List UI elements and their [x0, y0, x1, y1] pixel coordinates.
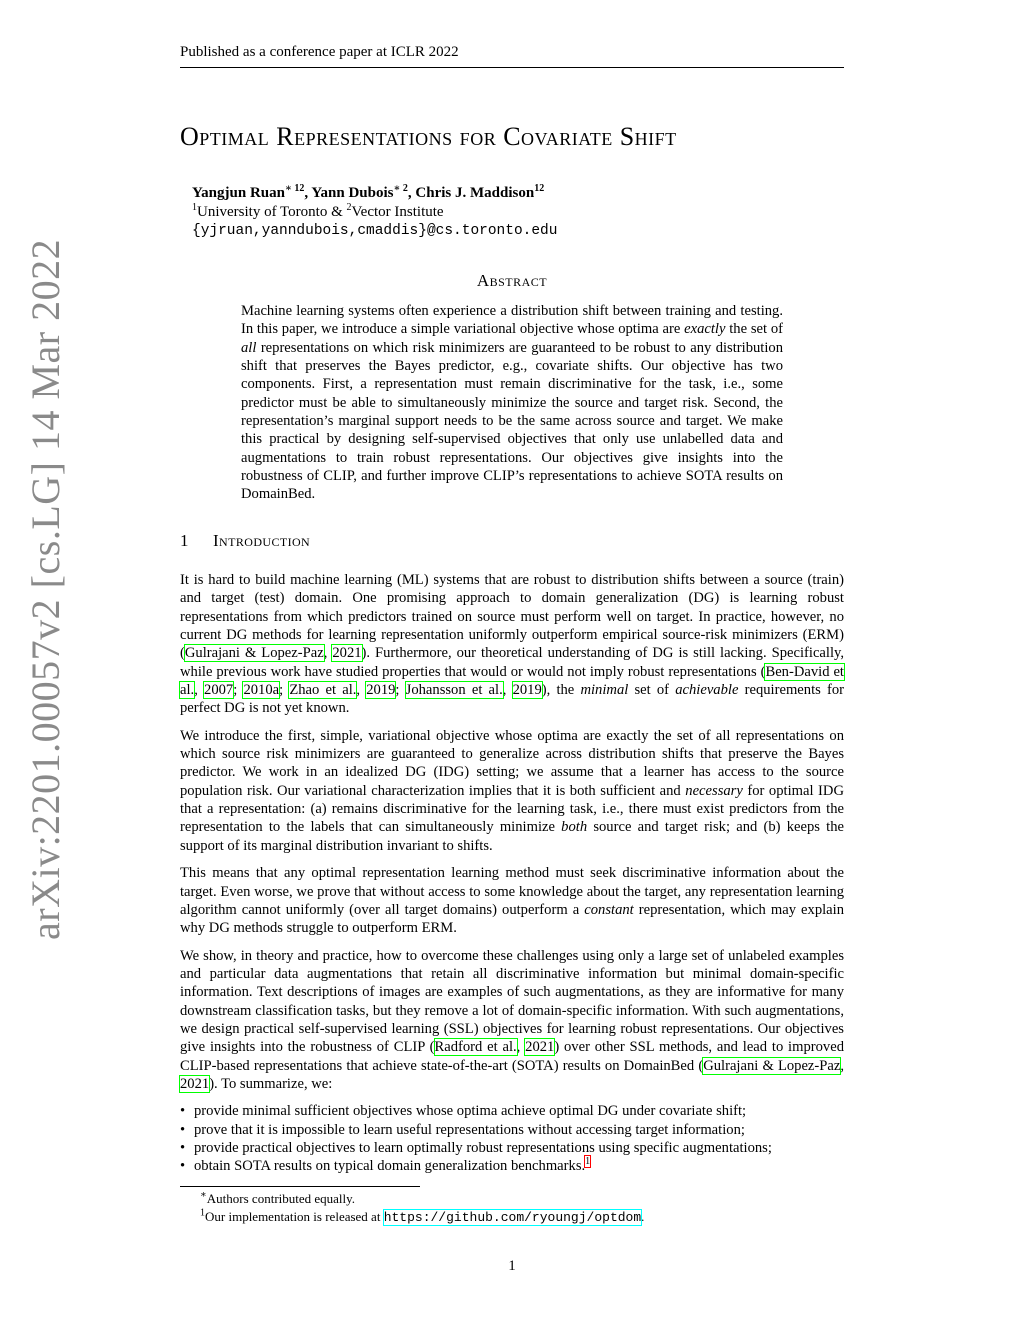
contribution-list — [180, 1102, 844, 1175]
citation-link[interactable]: 2010a — [243, 682, 280, 699]
citation-link[interactable]: 2021 — [332, 645, 362, 662]
citation-link[interactable]: 2021 — [180, 1075, 210, 1092]
paragraph-1: It is hard to build machine learning (ML) systems that are robust to distribution shifts between a source (train) and target (test) domain. One promising approach to domain generalization (DG) is learning robust representations from which predictors trained on source must perform well on target. In practice, however, no current DG methods for learning representation uniformly outperform empirical source-risk minimizers (ERM) (Gulrajani & Lopez-Paz, 2021). Furthermore, our theoretical understanding of DG is still lacking. Specifically, while previous work have studied properties that would or would not imply robust representations (Ben-David et al., 2007; 2010a; Zhao et al., 2019; Johansson et al., 2019), the minimal set of achievable requirements for perfect DG is not yet known. — [180, 572, 845, 717]
citation-link[interactable]: 2019 — [366, 682, 396, 699]
paragraph-4: We show, in theory and practice, how to overcome these challenges using only a large set of unlabeled examples and particular data augmentations that retain all discriminative information but minimal domain-specific information. Text descriptions of images are examples of such augmentations, as they are informative for many downstream classification tasks, but they remove a lot of domain-specific information. With such augmentations, we design practical self-supervised learning (SSL) objectives for learning robust representations. Our objectives give insights into the robustness of CLIP (Radford et al., 2021) over other SSL methods, and lead to improved CLIP-based representations that achieve state-of-the-art (SOTA) results on DomainBed (Gulrajani & Lopez-Paz, 2021). To summarize, we: — [180, 947, 844, 1092]
affil-mark-2: 2 — [346, 202, 352, 213]
citation-link[interactable]: 2019 — [512, 682, 542, 699]
section-number: 1 — [180, 531, 189, 550]
citation-link[interactable]: Radford et al. — [434, 1039, 517, 1056]
author-1: Yangjun Ruan — [192, 185, 285, 201]
author-names: Yangjun Ruan$^{∗ 12}$, Yann Dubois$^{∗ 2}$, Chris J. Maddison$^{12}$ — [192, 183, 545, 201]
affiliations — [192, 203, 557, 222]
author-1-affil: ∗ 12 — [284, 183, 305, 194]
code-url-link[interactable]: https://github.com/ryoungj/optdom — [383, 1209, 642, 1225]
citation-link[interactable]: 2007 — [204, 682, 234, 699]
footnote-link[interactable]: 1 — [585, 1156, 591, 1168]
author-2: Yann Dubois — [311, 185, 394, 201]
paper-title: Optimal Representations for Covariate Shift — [180, 122, 677, 151]
paragraph-3: This means that any optimal representation learning method must seek discriminative information about the target. Even worse, we prove that without access to some knowledge about the target, any representation learning algorithm cannot uniformly (over all target domains) outperform a constant representation, which may explain why DG methods struggle to outperform ERM. — [180, 865, 844, 937]
citation-link[interactable]: Gulrajani & Lopez-Paz — [703, 1057, 841, 1074]
page-number: 1 — [508, 1258, 516, 1274]
citation-link[interactable]: Johansson et al. — [405, 682, 503, 699]
author-2-affil: ∗ 2 — [393, 183, 408, 194]
introduction-body — [180, 571, 844, 1176]
list-item: • obtain SOTA results on typical domain generalization benchmarks.$^1$ — [180, 1157, 844, 1175]
running-header: Published as a conference paper at ICLR 2022 — [180, 44, 844, 68]
paragraph-2: We introduce the first, simple, variational objective whose optima are exactly the set of all representations on which source risk minimizers are guaranteed to generalize across distribution shifts that preserve the Bayes predictor. We work in an idealized DG (IDG) setting; we assume that a learner has access to the source population risk. Our variational characterization implies that it is both sufficient and necessary for optimal IDG that a representation: (a) remains discriminative for the learning task, i.e., there must exist predictors from the representation to the labels that can simultaneously minimize both source and target risk; and (b) keeps the support of its marginal distribution invariant to shifts. — [180, 727, 844, 854]
affil-1: University of Toronto & — [197, 204, 347, 220]
citation-link[interactable]: 2021 — [525, 1039, 555, 1056]
author-3: Chris J. Maddison — [415, 185, 535, 201]
list-item: • prove that it is impossible to learn useful representations without accessing target information; — [180, 1121, 844, 1139]
author-block — [192, 184, 557, 241]
author-3-affil: 12 — [534, 183, 545, 194]
arxiv-watermark: arXiv:2201.00057v2 [cs.LG] 14 Mar 2022 — [23, 238, 68, 940]
abstract-text: Machine learning systems often experience a distribution shift between training and testing. In this paper, we introduce a simple variational objective whose optima are exactly the set of all representations on which risk minimizers are guaranteed to be robust to any distribution shift that preserves the Bayes predictor, e.g., covariate shifts. Our objective has two components. First, a representation must remain discriminative for the task, i.e., some predictor must be able to simultaneously minimize the source and target risk. Second, the representation’s marginal support needs to be the same across source and target. We make this practical by designing self-supervised objectives that only use unlabelled data and augmentations to train robust representations. Our objectives give insights into the robustness of CLIP, and further improve CLIP’s representations to achieve SOTA results on DomainBed. — [241, 303, 783, 503]
affil-2: Vector Institute — [351, 204, 444, 220]
footnote-1: ∗Authors contributed equally. — [200, 1189, 356, 1206]
list-item: • provide minimal sufficient objectives whose optima achieve optimal DG under covariate shift; — [180, 1102, 844, 1120]
citation-link[interactable]: Ben-David et al. — [180, 663, 844, 699]
abstract-heading: Abstract — [476, 271, 548, 290]
footnote-divider — [180, 1186, 420, 1187]
citation-link[interactable]: Zhao et al. — [289, 682, 357, 699]
list-item: • provide practical objectives to learn optimally robust representations using specific augmentations; — [180, 1139, 844, 1157]
footnote-2: $^1$Our implementation is released at https://github.com/ryoungj/optdom. — [200, 1207, 645, 1225]
section-title: Introduction — [213, 531, 311, 550]
citation-link[interactable]: Gulrajani & Lopez-Paz — [184, 645, 324, 662]
footnotes — [200, 1190, 644, 1226]
section-heading-introduction — [180, 531, 310, 551]
author-emails: {yjruan,yanndubois,cmaddis}@cs.toronto.edu — [192, 223, 558, 239]
affil-mark-1: 1 — [192, 202, 197, 213]
